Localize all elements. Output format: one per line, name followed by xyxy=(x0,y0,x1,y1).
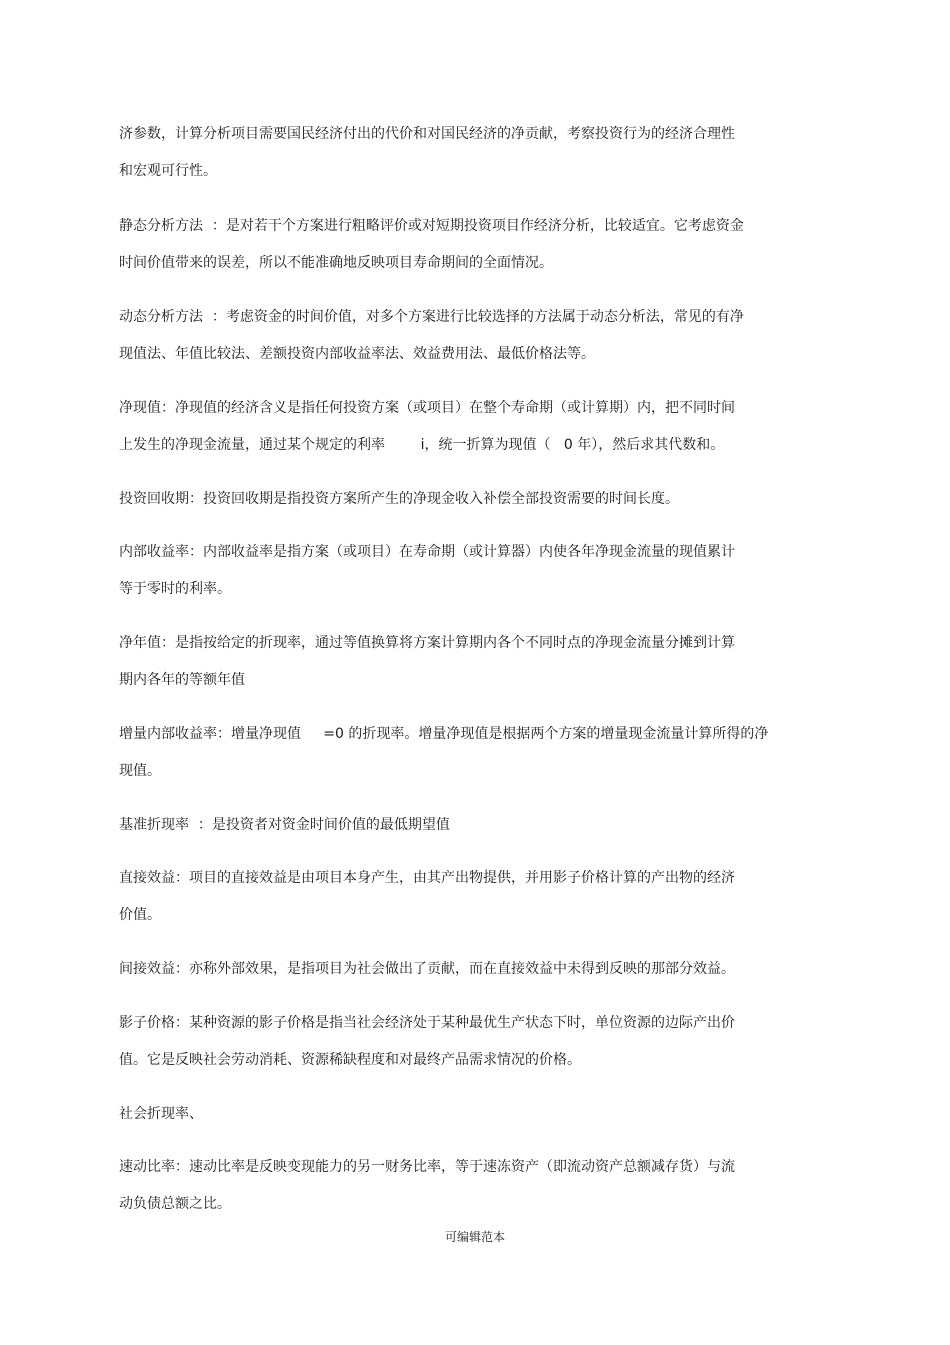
paragraph-line: 直接效益：项目的直接效益是由项目本身产生，由其产出物提供，并用影子价格计算的产出物的经济 xyxy=(119,870,735,886)
paragraph-line: 内部收益率：内部收益率是指方案（或项目）在寿命期（或计算器）内使各年净现金流量的现值累计 xyxy=(119,544,735,560)
paragraph-line: 价值。 xyxy=(119,907,161,923)
paragraph-line: 和宏观可行性。 xyxy=(119,163,217,179)
paragraph-line: 现值法、年值比较法、差额投资内部收益率法、效益费用法、最低价格法等。 xyxy=(119,346,595,362)
paragraph-line: 增量内部收益率：增量净现值 =0 的折现率。增量净现值是根据两个方案的增量现金流量计算所得的净 xyxy=(119,726,769,742)
page-footer: 可编辑范本 xyxy=(444,1230,505,1244)
paragraph-line: 动态分析方法 ：考虑资金的时间价值，对多个方案进行比较选择的方法属于动态分析法，常见的有净 xyxy=(119,309,744,325)
paragraph-line: 济参数，计算分析项目需要国民经济付出的代价和对国民经济的净贡献，考察投资行为的经济合理性 xyxy=(119,126,735,142)
paragraph-line: 静态分析方法 ：是对若干个方案进行粗略评价或对短期投资项目作经济分析，比较适宜。它考虑资金 xyxy=(119,218,744,234)
paragraph-line: 间接效益：亦称外部效果，是指项目为社会做出了贡献，而在直接效益中未得到反映的那部分效益。 xyxy=(119,961,735,977)
paragraph-line: 社会折现率、 xyxy=(119,1106,203,1122)
paragraph-line: 时间价值带来的误差，所以不能准确地反映项目寿命期间的全面情况。 xyxy=(119,255,553,271)
paragraph-line: 等于零时的利率。 xyxy=(119,581,231,597)
paragraph-line: 净现值：净现值的经济含义是指任何投资方案（或项目）在整个寿命期（或计算期）内，把不同时间 xyxy=(119,400,735,416)
paragraph-line: 现值。 xyxy=(119,763,161,779)
paragraph-line: 速动比率：速动比率是反映变现能力的另一财务比率，等于速冻资产（即流动资产总额减存货）与流 xyxy=(119,1159,735,1175)
paragraph-line: 投资回收期：投资回收期是指投资方案所产生的净现金收入补偿全部投资需要的时间长度。 xyxy=(119,491,679,507)
paragraph-line: 影子价格：某种资源的影子价格是指当社会经济处于某种最优生产状态下时，单位资源的边际产出价 xyxy=(119,1015,735,1031)
paragraph-line: 动负债总额之比。 xyxy=(119,1196,231,1212)
paragraph-line: 值。它是反映社会劳动消耗、资源稀缺程度和对最终产品需求情况的价格。 xyxy=(119,1052,581,1068)
paragraph-line: 净年值：是指按给定的折现率，通过等值换算将方案计算期内各个不同时点的净现金流量分摊到计算 xyxy=(119,635,735,651)
paragraph-line: 期内各年的等额年值 xyxy=(119,672,245,688)
paragraph-line: 基准折现率 ：是投资者对资金时间价值的最低期望值 xyxy=(119,817,450,833)
paragraph-line: 上发生的净现金流量，通过某个规定的利率 i，统一折算为现值（ 0 年），然后求其代数和。 xyxy=(119,437,725,453)
